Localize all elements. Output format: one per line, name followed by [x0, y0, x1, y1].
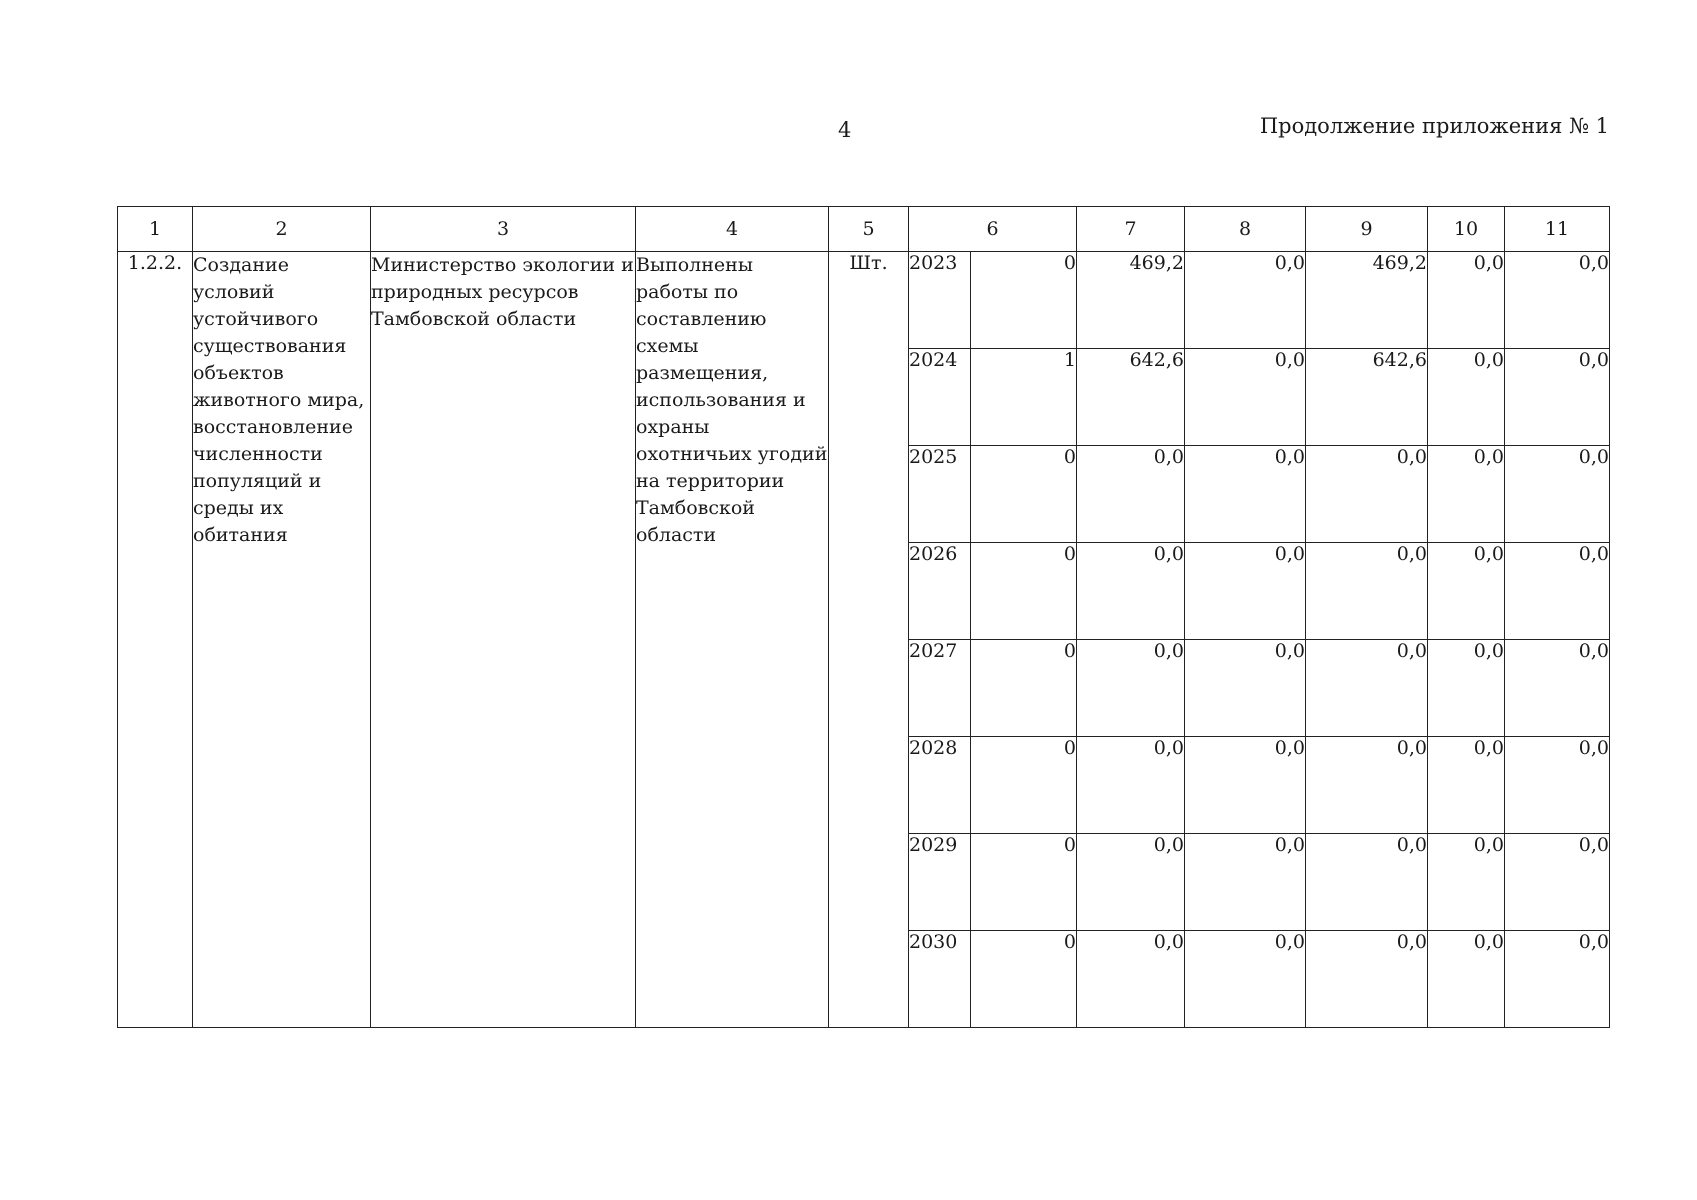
entry-result: Выполнены работы по составлению схемы размещения, использования и охраны охотничьих угодий на территории Тамбовской области — [636, 252, 829, 1028]
col8-cell: 0,0 — [1185, 931, 1306, 1028]
col7-cell: 0,0 — [1077, 446, 1185, 543]
appendix-note: Продолжение приложения № 1 — [1259, 114, 1609, 138]
col7-cell: 0,0 — [1077, 640, 1185, 737]
col10-cell: 0,0 — [1428, 349, 1505, 446]
column-header: 2 — [193, 207, 371, 252]
col8-cell: 0,0 — [1185, 349, 1306, 446]
col9-cell: 642,6 — [1306, 349, 1428, 446]
col11-cell: 0,0 — [1505, 252, 1610, 349]
year-cell: 2025 — [909, 446, 971, 543]
column-header: 8 — [1185, 207, 1306, 252]
col7-cell: 0,0 — [1077, 931, 1185, 1028]
program-table — [117, 206, 1610, 1028]
col11-cell: 0,0 — [1505, 446, 1610, 543]
table-row — [118, 252, 1610, 349]
col7-cell: 642,6 — [1077, 349, 1185, 446]
value-cell: 1 — [971, 349, 1077, 446]
col10-cell: 0,0 — [1428, 252, 1505, 349]
col9-cell: 469,2 — [1306, 252, 1428, 349]
col9-cell: 0,0 — [1306, 834, 1428, 931]
column-header: 9 — [1306, 207, 1428, 252]
entry-responsible: Министерство экологии и природных ресурсов Тамбовской области — [371, 252, 636, 1028]
col11-cell: 0,0 — [1505, 349, 1610, 446]
entry-unit: Шт. — [829, 252, 909, 1028]
entry-index: 1.2.2. — [118, 252, 193, 1028]
column-header: 10 — [1428, 207, 1505, 252]
col7-cell: 469,2 — [1077, 252, 1185, 349]
col9-cell: 0,0 — [1306, 640, 1428, 737]
col8-cell: 0,0 — [1185, 252, 1306, 349]
col11-cell: 0,0 — [1505, 640, 1610, 737]
column-header: 5 — [829, 207, 909, 252]
col8-cell: 0,0 — [1185, 543, 1306, 640]
col9-cell: 0,0 — [1306, 543, 1428, 640]
column-header: 4 — [636, 207, 829, 252]
year-cell: 2023 — [909, 252, 971, 349]
column-header: 6 — [909, 207, 1077, 252]
value-cell: 0 — [971, 252, 1077, 349]
col11-cell: 0,0 — [1505, 834, 1610, 931]
column-header: 7 — [1077, 207, 1185, 252]
col8-cell: 0,0 — [1185, 640, 1306, 737]
year-cell: 2024 — [909, 349, 971, 446]
value-cell: 0 — [971, 446, 1077, 543]
year-cell: 2028 — [909, 737, 971, 834]
col10-cell: 0,0 — [1428, 737, 1505, 834]
header-row — [118, 207, 1610, 252]
col10-cell: 0,0 — [1428, 931, 1505, 1028]
col11-cell: 0,0 — [1505, 931, 1610, 1028]
col8-cell: 0,0 — [1185, 737, 1306, 834]
year-cell: 2026 — [909, 543, 971, 640]
year-cell: 2029 — [909, 834, 971, 931]
column-header: 1 — [118, 207, 193, 252]
col11-cell: 0,0 — [1505, 543, 1610, 640]
col10-cell: 0,0 — [1428, 834, 1505, 931]
column-header: 3 — [371, 207, 636, 252]
col10-cell: 0,0 — [1428, 543, 1505, 640]
col7-cell: 0,0 — [1077, 543, 1185, 640]
value-cell: 0 — [971, 737, 1077, 834]
year-cell: 2030 — [909, 931, 971, 1028]
col10-cell: 0,0 — [1428, 446, 1505, 543]
col10-cell: 0,0 — [1428, 640, 1505, 737]
col7-cell: 0,0 — [1077, 737, 1185, 834]
page-number: 4 — [838, 118, 852, 142]
col9-cell: 0,0 — [1306, 737, 1428, 834]
value-cell: 0 — [971, 640, 1077, 737]
col8-cell: 0,0 — [1185, 834, 1306, 931]
col9-cell: 0,0 — [1306, 931, 1428, 1028]
column-header: 11 — [1505, 207, 1610, 252]
col9-cell: 0,0 — [1306, 446, 1428, 543]
value-cell: 0 — [971, 931, 1077, 1028]
year-cell: 2027 — [909, 640, 971, 737]
value-cell: 0 — [971, 834, 1077, 931]
col7-cell: 0,0 — [1077, 834, 1185, 931]
entry-name: Создание условий устойчивого существования объектов животного мира, восстановление численности популяций и среды их обитания — [193, 252, 371, 1028]
col11-cell: 0,0 — [1505, 737, 1610, 834]
col8-cell: 0,0 — [1185, 446, 1306, 543]
value-cell: 0 — [971, 543, 1077, 640]
